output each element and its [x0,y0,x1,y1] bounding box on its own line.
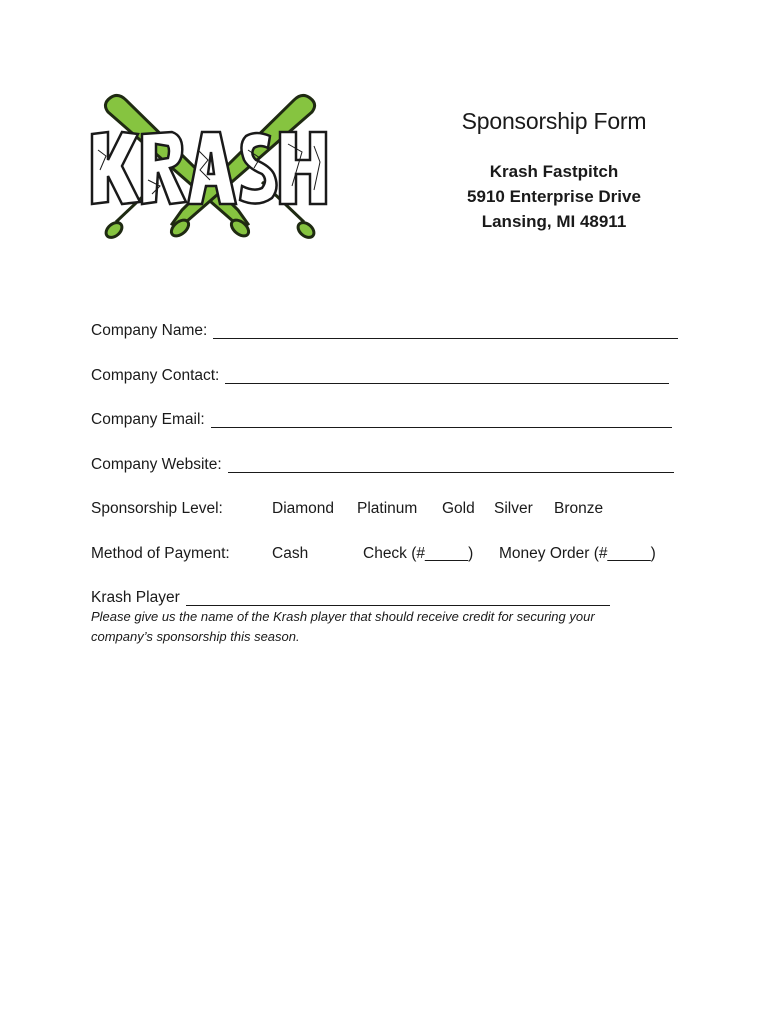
company-contact-label: Company Contact: [91,366,220,384]
header-block [420,108,688,234]
company-email-label: Company Email: [91,411,205,428]
level-gold[interactable]: Gold [442,500,475,517]
company-name-label: Company Name: [91,322,208,339]
company-name-input[interactable] [213,322,678,339]
level-silver[interactable]: Silver [494,500,533,517]
company-name-row [91,322,711,367]
sponsorship-level-row [91,500,711,545]
payment-money-order[interactable]: Money Order (#_____) [499,544,656,562]
krash-player-note: Please give us the name of the Krash player that should receive credit for securing your company’s sponsorship this season. [91,609,595,644]
sponsorship-level-label: Sponsorship Level: [91,500,223,517]
payment-check[interactable]: Check (#_____) [363,544,474,562]
company-website-label: Company Website: [91,455,222,473]
company-contact-row [91,367,711,412]
level-diamond[interactable]: Diamond [272,500,335,517]
sponsorship-form [91,322,711,647]
level-bronze[interactable]: Bronze [554,500,604,517]
payment-method-label: Method of Payment: [91,544,230,562]
company-email-row [91,411,711,456]
company-website-row [91,456,711,501]
krash-logo [88,90,332,242]
krash-player-label: Krash Player [91,589,180,606]
org-city: Lansing, MI 48911 [481,212,627,231]
krash-player-row [91,589,711,607]
company-email-input[interactable] [211,411,672,428]
payment-method-row [91,545,711,590]
company-contact-input[interactable] [225,367,669,384]
level-platinum[interactable]: Platinum [357,500,418,517]
org-street: 5910 Enterprise Drive [467,187,641,206]
org-name: Krash Fastpitch [489,162,619,181]
company-website-input[interactable] [228,456,674,473]
payment-cash[interactable]: Cash [272,544,309,562]
form-title: Sponsorship Form [461,108,647,134]
krash-player-input[interactable] [186,589,610,606]
